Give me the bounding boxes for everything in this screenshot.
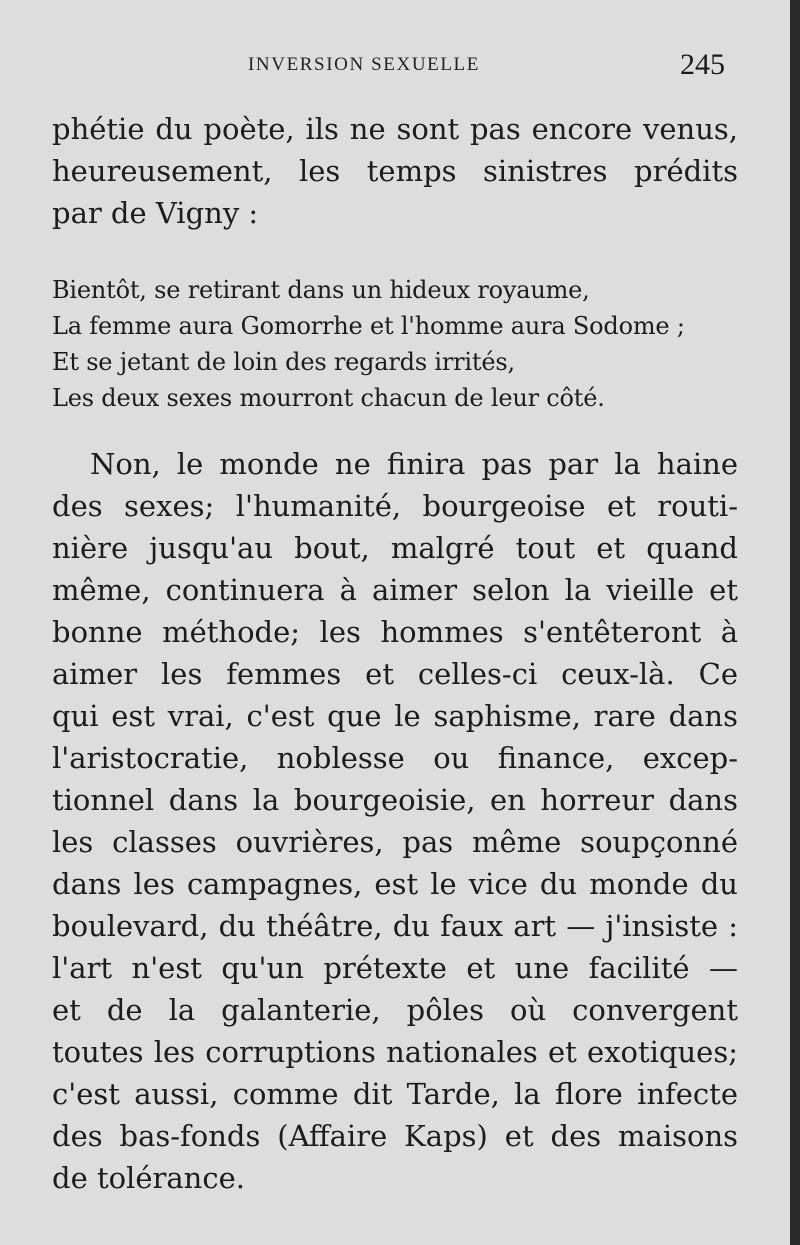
text-line: qui est vrai, c'est que le saphisme, rare dans: [52, 699, 738, 733]
paragraph-1: [52, 108, 738, 234]
text-line: c'est aussi, comme dit Tarde, la flore infecte: [52, 1077, 738, 1111]
text-line: heureusement, les temps sinistres prédits: [52, 154, 738, 188]
text-line: l'art n'est qu'un prétexte et une facilité —: [52, 951, 738, 985]
text-line: l'aristocratie, noblesse ou finance, excep-: [52, 741, 738, 775]
text-line: de tolérance.: [52, 1161, 245, 1195]
text-line: toutes les corruptions nationales et exotiques;: [52, 1035, 738, 1069]
text-line: dans les campagnes, est le vice du monde du: [52, 867, 738, 901]
page-number: 245: [680, 48, 725, 81]
text-line: Non, le monde ne finira pas par la haine: [90, 447, 738, 481]
text-line: et de la galanterie, pôles où convergent: [52, 993, 738, 1027]
text-line: aimer les femmes et celles-ci ceux-là. Ce: [52, 657, 738, 691]
text-line: bonne méthode; les hommes s'entêteront à: [52, 615, 738, 649]
text-line: nière jusqu'au bout, malgré tout et quand: [52, 531, 738, 565]
verse-line: La femme aura Gomorrhe et l'homme aura Sodome ;: [52, 312, 685, 340]
text-line: par de Vigny :: [52, 196, 259, 230]
running-title: INVERSION SEXUELLE: [248, 54, 480, 75]
text-line: tionnel dans la bourgeoisie, en horreur dans: [52, 783, 738, 817]
text-line: des sexes; l'humanité, bourgeoise et routi-: [52, 489, 738, 523]
text-line: les classes ouvrières, pas même soupçonné: [52, 825, 738, 859]
verse-line: Les deux sexes mourront chacun de leur côté.: [52, 384, 605, 412]
text-line: des bas-fonds (Affaire Kaps) et des maisons: [52, 1119, 738, 1153]
text-line: même, continuera à aimer selon la vieille et: [52, 573, 738, 607]
text-line: boulevard, du théâtre, du faux art — j'insiste :: [52, 909, 738, 943]
verse-line: Bientôt, se retirant dans un hideux royaume,: [52, 276, 590, 304]
running-header: [0, 50, 790, 80]
text-line: phétie du poète, ils ne sont pas encore venus,: [52, 112, 738, 146]
verse-line: Et se jetant de loin des regards irrités,: [52, 348, 515, 376]
verse-quotation: [52, 272, 752, 416]
paragraph-2: [52, 443, 738, 1199]
